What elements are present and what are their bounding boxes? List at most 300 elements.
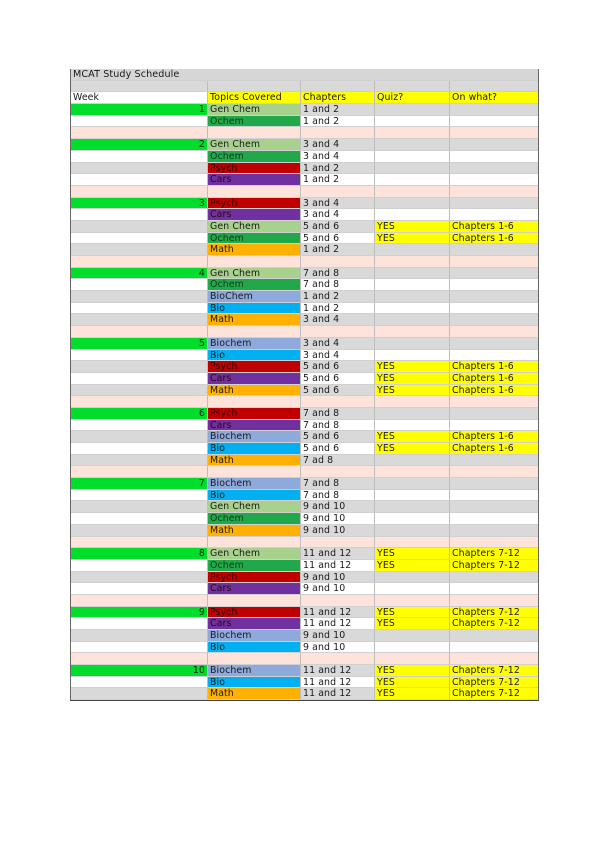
chapters-cell[interactable] bbox=[301, 326, 375, 338]
on-what-cell[interactable] bbox=[450, 268, 538, 280]
on-what-cell[interactable] bbox=[450, 198, 538, 210]
quiz-cell[interactable] bbox=[375, 653, 450, 665]
week-cell[interactable] bbox=[71, 163, 208, 175]
on-what-cell[interactable] bbox=[450, 513, 538, 525]
chapters-cell[interactable] bbox=[301, 127, 375, 139]
table-row bbox=[71, 163, 538, 175]
chapters-cell[interactable]: 5 and 6 bbox=[301, 443, 375, 455]
quiz-cell[interactable]: YES bbox=[375, 361, 450, 373]
on-what-cell[interactable] bbox=[450, 478, 538, 490]
chapters-cell[interactable]: 3 and 4 bbox=[301, 209, 375, 221]
quiz-cell[interactable] bbox=[375, 314, 450, 326]
table-row bbox=[71, 408, 538, 420]
table-row bbox=[71, 478, 538, 490]
week-cell[interactable] bbox=[71, 560, 208, 572]
quiz-cell[interactable] bbox=[375, 279, 450, 291]
week-cell[interactable] bbox=[71, 572, 208, 584]
on-what-cell[interactable] bbox=[450, 314, 538, 326]
topic-cell[interactable]: Bio bbox=[208, 443, 301, 455]
quiz-cell[interactable]: YES bbox=[375, 665, 450, 677]
topic-cell[interactable]: Cars bbox=[208, 583, 301, 595]
on-what-cell[interactable] bbox=[450, 303, 538, 315]
on-what-cell[interactable] bbox=[450, 163, 538, 175]
table-row bbox=[71, 373, 538, 385]
chapters-cell[interactable] bbox=[301, 653, 375, 665]
week-cell[interactable]: 2 bbox=[71, 139, 208, 151]
week-cell[interactable] bbox=[71, 303, 208, 315]
table-row bbox=[71, 501, 538, 513]
on-what-cell[interactable] bbox=[450, 151, 538, 163]
sheet-title[interactable]: MCAT Study Schedule bbox=[71, 69, 538, 81]
study-schedule-table bbox=[70, 69, 539, 701]
on-what-cell[interactable] bbox=[450, 81, 538, 93]
table-row bbox=[71, 350, 538, 362]
on-what-cell[interactable]: Chapters 7-12 bbox=[450, 548, 538, 560]
topic-cell[interactable]: Biochem bbox=[208, 478, 301, 490]
quiz-cell[interactable] bbox=[375, 326, 450, 338]
topic-cell[interactable]: Cars bbox=[208, 618, 301, 630]
week-cell[interactable] bbox=[71, 688, 208, 700]
quiz-cell[interactable] bbox=[375, 490, 450, 502]
chapters-cell[interactable]: 9 and 10 bbox=[301, 572, 375, 584]
chapters-cell[interactable]: 5 and 6 bbox=[301, 385, 375, 397]
chapters-cell[interactable]: 11 and 12 bbox=[301, 618, 375, 630]
week-cell[interactable] bbox=[71, 466, 208, 478]
quiz-cell[interactable] bbox=[375, 303, 450, 315]
table-row bbox=[71, 198, 538, 210]
on-what-cell[interactable]: Chapters 1-6 bbox=[450, 431, 538, 443]
topic-cell[interactable]: BioChem bbox=[208, 291, 301, 303]
chapters-cell[interactable]: 11 and 12 bbox=[301, 688, 375, 700]
week-cell[interactable] bbox=[71, 455, 208, 467]
chapters-cell[interactable]: 11 and 12 bbox=[301, 677, 375, 689]
topic-cell[interactable]: Psych bbox=[208, 572, 301, 584]
week-cell[interactable] bbox=[71, 151, 208, 163]
week-cell[interactable] bbox=[71, 326, 208, 338]
quiz-cell[interactable] bbox=[375, 466, 450, 478]
quiz-cell[interactable] bbox=[375, 151, 450, 163]
week-cell[interactable] bbox=[71, 396, 208, 408]
week-cell[interactable] bbox=[71, 256, 208, 268]
quiz-cell[interactable] bbox=[375, 642, 450, 654]
on-what-cell[interactable] bbox=[450, 572, 538, 584]
topic-cell[interactable]: Gen Chem bbox=[208, 221, 301, 233]
topic-cell[interactable]: Bio bbox=[208, 490, 301, 502]
table-row bbox=[71, 455, 538, 467]
quiz-cell[interactable]: YES bbox=[375, 233, 450, 245]
table-row bbox=[71, 677, 538, 689]
quiz-cell[interactable]: YES bbox=[375, 385, 450, 397]
chapters-cell[interactable]: 9 and 10 bbox=[301, 525, 375, 537]
week-cell[interactable] bbox=[71, 501, 208, 513]
topic-cell[interactable]: Math bbox=[208, 688, 301, 700]
topic-cell[interactable]: Ochem bbox=[208, 116, 301, 128]
chapters-cell[interactable]: 5 and 6 bbox=[301, 431, 375, 443]
quiz-cell[interactable] bbox=[375, 209, 450, 221]
chapters-cell[interactable]: 1 and 2 bbox=[301, 163, 375, 175]
topic-cell[interactable] bbox=[208, 256, 301, 268]
chapters-cell[interactable]: 5 and 6 bbox=[301, 373, 375, 385]
on-what-cell[interactable] bbox=[450, 396, 538, 408]
week-cell[interactable] bbox=[71, 221, 208, 233]
week-cell[interactable] bbox=[71, 233, 208, 245]
header-week[interactable]: Week bbox=[71, 92, 208, 104]
chapters-cell[interactable]: 11 and 12 bbox=[301, 607, 375, 619]
topic-cell[interactable]: Psych bbox=[208, 163, 301, 175]
chapters-cell[interactable]: 9 and 10 bbox=[301, 630, 375, 642]
chapters-cell[interactable]: 11 and 12 bbox=[301, 560, 375, 572]
on-what-cell[interactable] bbox=[450, 104, 538, 116]
quiz-cell[interactable] bbox=[375, 513, 450, 525]
on-what-cell[interactable] bbox=[450, 209, 538, 221]
on-what-cell[interactable]: Chapters 7-12 bbox=[450, 665, 538, 677]
quiz-cell[interactable]: YES bbox=[375, 431, 450, 443]
topic-cell[interactable] bbox=[208, 326, 301, 338]
header-row bbox=[71, 92, 538, 104]
topic-cell[interactable]: Math bbox=[208, 455, 301, 467]
chapters-cell[interactable]: 1 and 2 bbox=[301, 244, 375, 256]
spacer-row bbox=[71, 653, 538, 665]
week-cell[interactable] bbox=[71, 186, 208, 198]
chapters-cell[interactable] bbox=[301, 466, 375, 478]
quiz-cell[interactable] bbox=[375, 408, 450, 420]
chapters-cell[interactable]: 3 and 4 bbox=[301, 139, 375, 151]
on-what-cell[interactable] bbox=[450, 256, 538, 268]
table-row bbox=[71, 525, 538, 537]
week-cell[interactable] bbox=[71, 513, 208, 525]
header-on-what[interactable]: On what? bbox=[450, 92, 538, 104]
quiz-cell[interactable] bbox=[375, 81, 450, 93]
quiz-cell[interactable] bbox=[375, 163, 450, 175]
week-cell[interactable] bbox=[71, 642, 208, 654]
quiz-cell[interactable]: YES bbox=[375, 221, 450, 233]
topic-cell[interactable]: Cars bbox=[208, 174, 301, 186]
on-what-cell[interactable] bbox=[450, 630, 538, 642]
topic-cell[interactable] bbox=[208, 127, 301, 139]
quiz-cell[interactable] bbox=[375, 139, 450, 151]
on-what-cell[interactable] bbox=[450, 244, 538, 256]
week-cell[interactable] bbox=[71, 525, 208, 537]
week-cell[interactable]: 5 bbox=[71, 338, 208, 350]
week-cell[interactable]: 9 bbox=[71, 607, 208, 619]
week-cell[interactable]: 7 bbox=[71, 478, 208, 490]
topic-cell[interactable] bbox=[208, 595, 301, 607]
chapters-cell[interactable]: 5 and 6 bbox=[301, 221, 375, 233]
chapters-cell[interactable] bbox=[301, 537, 375, 549]
topic-cell[interactable]: Math bbox=[208, 385, 301, 397]
quiz-cell[interactable]: YES bbox=[375, 677, 450, 689]
header-topics[interactable]: Topics Covered bbox=[208, 92, 301, 104]
chapters-cell[interactable] bbox=[301, 595, 375, 607]
quiz-cell[interactable] bbox=[375, 256, 450, 268]
on-what-cell[interactable]: Chapters 1-6 bbox=[450, 221, 538, 233]
week-cell[interactable] bbox=[71, 653, 208, 665]
chapters-cell[interactable]: 5 and 6 bbox=[301, 233, 375, 245]
topic-cell[interactable]: Psych bbox=[208, 361, 301, 373]
topic-cell[interactable]: Biochem bbox=[208, 665, 301, 677]
chapters-cell[interactable] bbox=[301, 256, 375, 268]
topic-cell[interactable]: Gen Chem bbox=[208, 139, 301, 151]
chapters-cell[interactable]: 3 and 4 bbox=[301, 151, 375, 163]
week-cell[interactable] bbox=[71, 209, 208, 221]
topic-cell[interactable]: Psych bbox=[208, 198, 301, 210]
on-what-cell[interactable]: Chapters 1-6 bbox=[450, 385, 538, 397]
quiz-cell[interactable]: YES bbox=[375, 618, 450, 630]
chapters-cell[interactable]: 7 ad 8 bbox=[301, 455, 375, 467]
topic-cell[interactable] bbox=[208, 537, 301, 549]
table-row bbox=[71, 548, 538, 560]
week-cell[interactable] bbox=[71, 490, 208, 502]
topic-cell[interactable]: Ochem bbox=[208, 513, 301, 525]
week-cell[interactable] bbox=[71, 583, 208, 595]
chapters-cell[interactable]: 1 and 2 bbox=[301, 303, 375, 315]
quiz-cell[interactable] bbox=[375, 268, 450, 280]
quiz-cell[interactable] bbox=[375, 116, 450, 128]
topic-cell[interactable]: Math bbox=[208, 244, 301, 256]
quiz-cell[interactable] bbox=[375, 572, 450, 584]
table-row bbox=[71, 513, 538, 525]
chapters-cell[interactable]: 9 and 10 bbox=[301, 642, 375, 654]
table-row bbox=[71, 291, 538, 303]
quiz-cell[interactable]: YES bbox=[375, 688, 450, 700]
chapters-cell[interactable]: 9 and 10 bbox=[301, 583, 375, 595]
spacer-row bbox=[71, 396, 538, 408]
table-row bbox=[71, 630, 538, 642]
week-cell[interactable]: 6 bbox=[71, 408, 208, 420]
week-cell[interactable] bbox=[71, 81, 208, 93]
on-what-cell[interactable] bbox=[450, 174, 538, 186]
table-row bbox=[71, 583, 538, 595]
week-cell[interactable]: 1 bbox=[71, 104, 208, 116]
topic-cell[interactable]: Cars bbox=[208, 420, 301, 432]
spacer-row bbox=[71, 256, 538, 268]
chapters-cell[interactable]: 1 and 2 bbox=[301, 116, 375, 128]
week-cell[interactable] bbox=[71, 431, 208, 443]
quiz-cell[interactable] bbox=[375, 455, 450, 467]
on-what-cell[interactable] bbox=[450, 139, 538, 151]
quiz-cell[interactable]: YES bbox=[375, 607, 450, 619]
week-cell[interactable] bbox=[71, 677, 208, 689]
on-what-cell[interactable] bbox=[450, 525, 538, 537]
chapters-cell[interactable]: 11 and 12 bbox=[301, 548, 375, 560]
chapters-cell[interactable]: 1 and 2 bbox=[301, 174, 375, 186]
topic-cell[interactable]: Ochem bbox=[208, 151, 301, 163]
table-body bbox=[71, 81, 538, 700]
chapters-cell[interactable]: 5 and 6 bbox=[301, 361, 375, 373]
on-what-cell[interactable] bbox=[450, 501, 538, 513]
week-cell[interactable] bbox=[71, 174, 208, 186]
on-what-cell[interactable] bbox=[450, 595, 538, 607]
quiz-cell[interactable] bbox=[375, 291, 450, 303]
topic-cell[interactable]: Gen Chem bbox=[208, 104, 301, 116]
week-cell[interactable]: 10 bbox=[71, 665, 208, 677]
spacer-row bbox=[71, 326, 538, 338]
on-what-cell[interactable] bbox=[450, 490, 538, 502]
spacer-row bbox=[71, 466, 538, 478]
on-what-cell[interactable] bbox=[450, 338, 538, 350]
week-cell[interactable] bbox=[71, 127, 208, 139]
on-what-cell[interactable]: Chapters 7-12 bbox=[450, 688, 538, 700]
topic-cell[interactable]: Ochem bbox=[208, 560, 301, 572]
quiz-cell[interactable] bbox=[375, 583, 450, 595]
week-cell[interactable] bbox=[71, 537, 208, 549]
topic-cell[interactable]: Ochem bbox=[208, 279, 301, 291]
quiz-cell[interactable] bbox=[375, 244, 450, 256]
quiz-cell[interactable] bbox=[375, 396, 450, 408]
chapters-cell[interactable] bbox=[301, 186, 375, 198]
on-what-cell[interactable] bbox=[450, 537, 538, 549]
topic-cell[interactable]: Psych bbox=[208, 607, 301, 619]
quiz-cell[interactable]: YES bbox=[375, 560, 450, 572]
week-cell[interactable]: 3 bbox=[71, 198, 208, 210]
quiz-cell[interactable] bbox=[375, 186, 450, 198]
topic-cell[interactable]: Biochem bbox=[208, 338, 301, 350]
topic-cell[interactable]: Bio bbox=[208, 642, 301, 654]
on-what-cell[interactable] bbox=[450, 420, 538, 432]
table-row bbox=[71, 151, 538, 163]
week-cell[interactable] bbox=[71, 361, 208, 373]
topic-cell[interactable]: Biochem bbox=[208, 630, 301, 642]
on-what-cell[interactable]: Chapters 7-12 bbox=[450, 607, 538, 619]
chapters-cell[interactable]: 3 and 4 bbox=[301, 314, 375, 326]
chapters-cell[interactable]: 7 and 8 bbox=[301, 408, 375, 420]
on-what-cell[interactable] bbox=[450, 116, 538, 128]
week-cell[interactable] bbox=[71, 618, 208, 630]
chapters-cell[interactable]: 3 and 4 bbox=[301, 338, 375, 350]
quiz-cell[interactable] bbox=[375, 198, 450, 210]
week-cell[interactable] bbox=[71, 314, 208, 326]
quiz-cell[interactable] bbox=[375, 501, 450, 513]
week-cell[interactable] bbox=[71, 244, 208, 256]
topic-cell[interactable]: Math bbox=[208, 525, 301, 537]
topic-cell[interactable]: Cars bbox=[208, 209, 301, 221]
topic-cell[interactable]: Math bbox=[208, 314, 301, 326]
quiz-cell[interactable]: YES bbox=[375, 373, 450, 385]
chapters-cell[interactable]: 9 and 10 bbox=[301, 513, 375, 525]
on-what-cell[interactable] bbox=[450, 642, 538, 654]
on-what-cell[interactable] bbox=[450, 653, 538, 665]
chapters-cell[interactable]: 7 and 8 bbox=[301, 279, 375, 291]
topic-cell[interactable]: Ochem bbox=[208, 233, 301, 245]
week-cell[interactable] bbox=[71, 443, 208, 455]
quiz-cell[interactable] bbox=[375, 338, 450, 350]
on-what-cell[interactable]: Chapters 7-12 bbox=[450, 560, 538, 572]
chapters-cell[interactable]: 7 and 8 bbox=[301, 490, 375, 502]
header-quiz[interactable]: Quiz? bbox=[375, 92, 450, 104]
week-cell[interactable] bbox=[71, 630, 208, 642]
topic-cell[interactable]: Gen Chem bbox=[208, 548, 301, 560]
on-what-cell[interactable]: Chapters 1-6 bbox=[450, 373, 538, 385]
table-row bbox=[71, 618, 538, 630]
topic-cell[interactable] bbox=[208, 81, 301, 93]
table-row bbox=[71, 385, 538, 397]
chapters-cell[interactable]: 9 and 10 bbox=[301, 501, 375, 513]
on-what-cell[interactable] bbox=[450, 186, 538, 198]
on-what-cell[interactable] bbox=[450, 291, 538, 303]
topic-cell[interactable]: Gen Chem bbox=[208, 268, 301, 280]
table-row bbox=[71, 221, 538, 233]
week-cell[interactable] bbox=[71, 350, 208, 362]
table-row bbox=[71, 642, 538, 654]
week-cell[interactable] bbox=[71, 116, 208, 128]
on-what-cell[interactable] bbox=[450, 279, 538, 291]
chapters-cell[interactable]: 3 and 4 bbox=[301, 198, 375, 210]
on-what-cell[interactable]: Chapters 7-12 bbox=[450, 677, 538, 689]
topic-cell[interactable] bbox=[208, 396, 301, 408]
topic-cell[interactable]: Gen Chem bbox=[208, 501, 301, 513]
on-what-cell[interactable] bbox=[450, 326, 538, 338]
topic-cell[interactable] bbox=[208, 653, 301, 665]
on-what-cell[interactable]: Chapters 1-6 bbox=[450, 361, 538, 373]
table-row bbox=[71, 338, 538, 350]
chapters-cell[interactable]: 7 and 8 bbox=[301, 420, 375, 432]
on-what-cell[interactable]: Chapters 1-6 bbox=[450, 233, 538, 245]
topic-cell[interactable]: Bio bbox=[208, 677, 301, 689]
on-what-cell[interactable] bbox=[450, 583, 538, 595]
quiz-cell[interactable] bbox=[375, 525, 450, 537]
quiz-cell[interactable]: YES bbox=[375, 548, 450, 560]
quiz-cell[interactable] bbox=[375, 174, 450, 186]
topic-cell[interactable]: Psych bbox=[208, 408, 301, 420]
on-what-cell[interactable] bbox=[450, 455, 538, 467]
spacer-row bbox=[71, 595, 538, 607]
chapters-cell[interactable]: 3 and 4 bbox=[301, 350, 375, 362]
chapters-cell[interactable]: 1 and 2 bbox=[301, 291, 375, 303]
on-what-cell[interactable] bbox=[450, 408, 538, 420]
week-cell[interactable]: 4 bbox=[71, 268, 208, 280]
chapters-cell[interactable]: 1 and 2 bbox=[301, 104, 375, 116]
chapters-cell[interactable] bbox=[301, 81, 375, 93]
spacer-row bbox=[71, 186, 538, 198]
quiz-cell[interactable] bbox=[375, 127, 450, 139]
week-cell[interactable] bbox=[71, 385, 208, 397]
week-cell[interactable] bbox=[71, 373, 208, 385]
week-cell[interactable] bbox=[71, 291, 208, 303]
topic-cell[interactable]: Bio bbox=[208, 350, 301, 362]
chapters-cell[interactable] bbox=[301, 396, 375, 408]
on-what-cell[interactable] bbox=[450, 127, 538, 139]
quiz-cell[interactable] bbox=[375, 350, 450, 362]
week-cell[interactable] bbox=[71, 420, 208, 432]
quiz-cell[interactable]: YES bbox=[375, 443, 450, 455]
table-row bbox=[71, 688, 538, 700]
quiz-cell[interactable] bbox=[375, 478, 450, 490]
quiz-cell[interactable] bbox=[375, 595, 450, 607]
table-row bbox=[71, 490, 538, 502]
quiz-cell[interactable] bbox=[375, 537, 450, 549]
table-row bbox=[71, 233, 538, 245]
quiz-cell[interactable] bbox=[375, 420, 450, 432]
topic-cell[interactable]: Bio bbox=[208, 303, 301, 315]
on-what-cell[interactable]: Chapters 7-12 bbox=[450, 618, 538, 630]
topic-cell[interactable]: Cars bbox=[208, 373, 301, 385]
topic-cell[interactable] bbox=[208, 186, 301, 198]
quiz-cell[interactable] bbox=[375, 104, 450, 116]
chapters-cell[interactable]: 11 and 12 bbox=[301, 665, 375, 677]
quiz-cell[interactable] bbox=[375, 630, 450, 642]
topic-cell[interactable]: Biochem bbox=[208, 431, 301, 443]
week-cell[interactable] bbox=[71, 279, 208, 291]
on-what-cell[interactable] bbox=[450, 466, 538, 478]
chapters-cell[interactable]: 7 and 8 bbox=[301, 268, 375, 280]
week-cell[interactable] bbox=[71, 595, 208, 607]
on-what-cell[interactable] bbox=[450, 350, 538, 362]
on-what-cell[interactable]: Chapters 1-6 bbox=[450, 443, 538, 455]
week-cell[interactable]: 8 bbox=[71, 548, 208, 560]
topic-cell[interactable] bbox=[208, 466, 301, 478]
header-chapters[interactable]: Chapters bbox=[301, 92, 375, 104]
chapters-cell[interactable]: 7 and 8 bbox=[301, 478, 375, 490]
